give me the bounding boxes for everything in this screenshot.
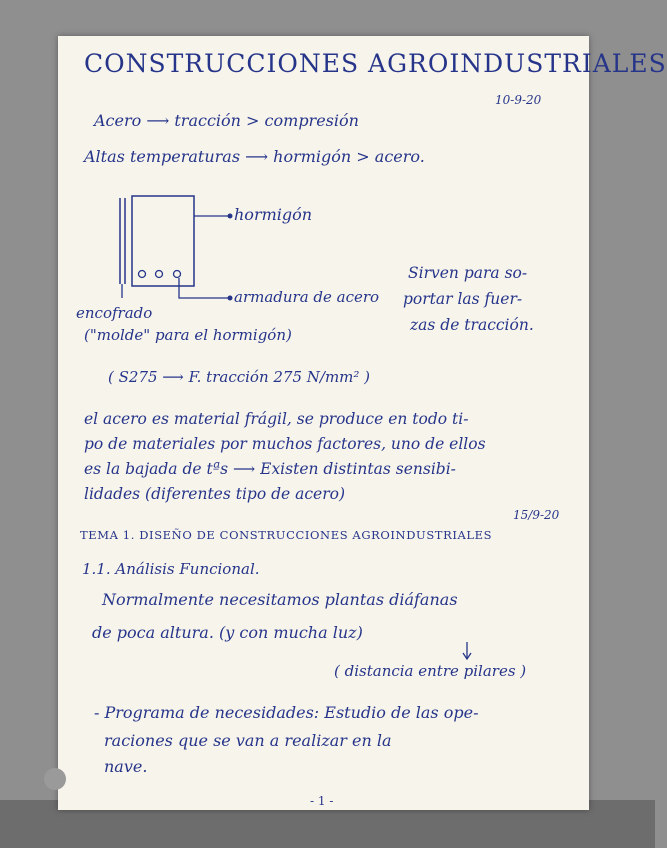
section-1-1-heading: 1.1. Análisis Funcional. [82,560,260,578]
rebar-circle [139,271,146,278]
label-encofrado: encofrado [76,304,153,322]
para-acero-line-4: lidades (diferentes tipo de acero) [84,485,346,503]
note-sirven-2: portar las fuer- [403,290,523,308]
rebar-circle [156,271,163,278]
arrow-head-dot [228,296,233,301]
tema-heading: TEMA 1. DISEÑO DE CONSTRUCCIONES AGROINDUSTRIALES [80,528,493,542]
note-sirven-1: Sirven para so- [408,264,528,282]
para-acero-line-1: el acero es material frágil, se produce en todo ti- [84,410,469,428]
page-number: - 1 - [310,794,334,808]
arrow-head-dot [228,214,233,219]
para-plantas-line-1: Normalmente necesitamos plantas diáfanas [102,590,458,609]
page-title: CONSTRUCCIONES AGROINDUSTRIALES [84,49,667,78]
para-programa-line-1: - Programa de necesidades: Estudio de las ope- [94,703,479,722]
para-programa-line-2: raciones que se van a realizar en la [104,731,392,750]
para-plantas-line-2: de poca altura. (y con mucha luz) [92,623,363,642]
para-acero-line-2: po de materiales por muchos factores, uno de ellos [84,435,486,453]
date-2: 15/9-20 [513,508,560,522]
line-acero: Acero ⟶ tracción > compresión [94,111,359,130]
para-programa-line-3: nave. [104,757,148,776]
rebar-circle [174,271,181,278]
date-1: 10-9-20 [495,93,542,107]
note-sirven-3: zas de tracción. [410,316,534,334]
note-distancia-pilares: ( distancia entre pilares ) [334,662,527,680]
notebook-page [58,36,667,810]
s275-note: ( S275 ⟶ F. tracción 275 N/mm² ) [108,368,371,386]
hormigon-block [132,196,194,286]
arrow-armadura [179,278,228,298]
para-acero-line-3: es la bajada de tªs ⟶ Existen distintas sensibi- [84,460,456,478]
label-molde: ("molde" para el hormigón) [84,326,292,344]
label-armadura: armadura de acero [234,288,380,306]
label-hormigon: hormigón [234,205,313,224]
line-altas-temperaturas: Altas temperaturas ⟶ hormigón > acero. [84,147,425,166]
